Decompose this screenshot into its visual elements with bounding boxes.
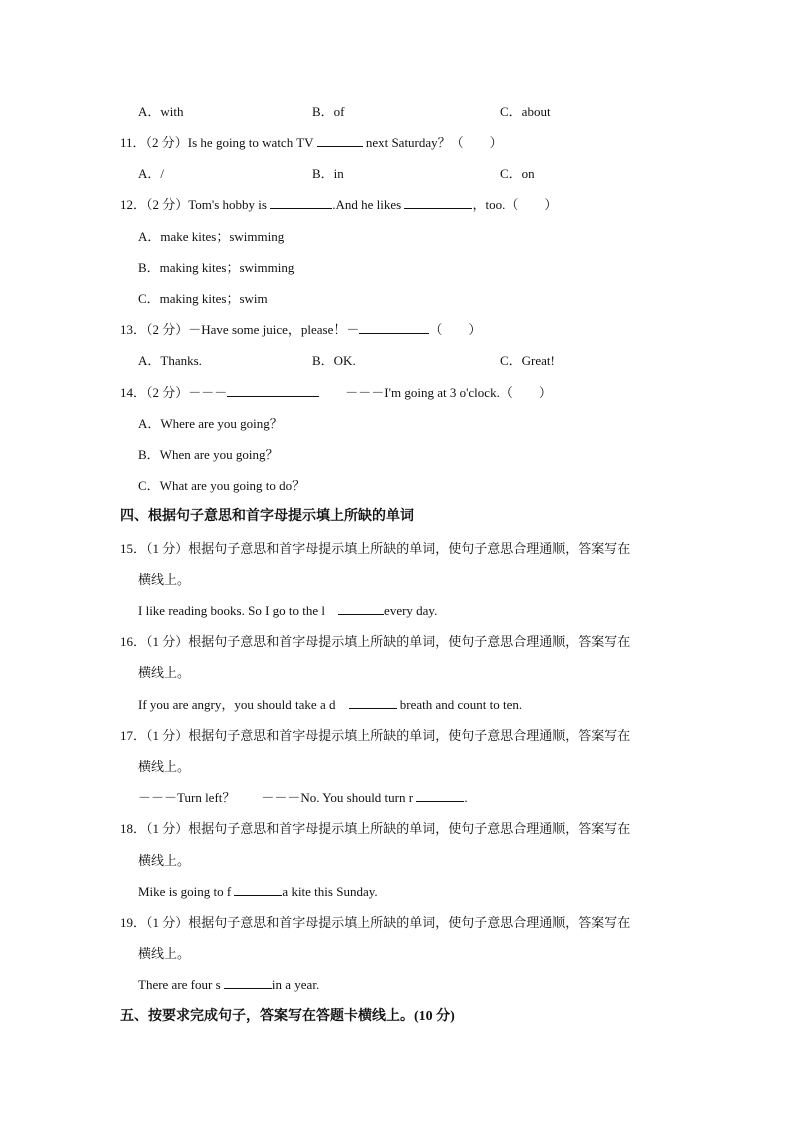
q18-number: 18．（1 分） — [120, 821, 189, 836]
q13-option-a: A．Thanks. — [138, 353, 202, 368]
q12-option-a: A．make kites；swimming — [138, 229, 285, 244]
q17-after: . — [464, 790, 468, 805]
q14-option-c: C．What are you going to do？ — [138, 478, 306, 493]
q16-number: 16．（1 分） — [120, 634, 189, 649]
q13-text-after: （ ） — [429, 322, 482, 337]
q17-before: －－－Turn left？ －－－No. You should turn r — [138, 790, 414, 805]
q14-option-a: A．Where are you going？ — [138, 416, 283, 431]
section-5-heading: 五、按要求完成句子，答案写在答题卡横线上。(10 分) — [120, 1009, 455, 1024]
q12-option-b: B．making kites；swimming — [138, 260, 295, 275]
q19-sentence — [138, 977, 319, 993]
q15-number: 15．（1 分） — [120, 541, 189, 556]
q12-text-before: Tom's hobby is — [188, 197, 267, 212]
q16-instruction-cont: 横线上。 — [138, 665, 191, 680]
q11-question — [120, 135, 503, 151]
q19-blank[interactable] — [224, 977, 272, 989]
q11-text-before: Is he going to watch TV — [187, 135, 314, 150]
q12-option-c: C．making kites；swim — [138, 291, 268, 306]
q19-after: in a year. — [271, 977, 320, 992]
q19-instruction — [120, 915, 630, 931]
q13-blank[interactable] — [359, 322, 429, 334]
q15-instruction — [120, 541, 630, 557]
q11-option-b: B．in — [312, 166, 344, 181]
q14-number: 14．（2 分） — [120, 385, 189, 400]
q17-blank[interactable] — [416, 790, 464, 802]
q16-blank[interactable] — [349, 697, 397, 709]
q15-instruction-cont: 横线上。 — [138, 572, 191, 587]
q19-instruction-cont: 横线上。 — [138, 946, 191, 961]
q12-blank-1[interactable] — [270, 197, 332, 209]
q16-after: breath and count to ten. — [399, 697, 523, 712]
q11-option-c: C．on — [500, 166, 535, 181]
q11-blank[interactable] — [317, 135, 363, 147]
section-4-heading: 四、根据句子意思和首字母提示填上所缺的单词 — [120, 509, 414, 524]
q17-sentence — [138, 790, 468, 806]
q14-text-before: －－－ — [188, 385, 228, 400]
q11-number: 11．（2 分） — [120, 135, 188, 150]
q11-option-a: A．/ — [138, 166, 165, 181]
q18-instruction — [120, 821, 630, 837]
q17-instruction — [120, 728, 630, 744]
q18-sentence — [138, 884, 378, 900]
q19-before: There are four s — [138, 977, 221, 992]
q12-text-mid: .And he likes — [332, 197, 402, 212]
q15-after: every day. — [384, 603, 438, 618]
q14-text-after: －－－I'm going at 3 o'clock.（ ） — [345, 385, 552, 400]
q10-option-b: B．of — [312, 104, 345, 119]
q14-blank[interactable] — [227, 385, 319, 397]
q18-blank[interactable] — [234, 884, 282, 896]
q17-instruction-cont: 横线上。 — [138, 759, 191, 774]
q11-text-after: next Saturday？（ ） — [365, 135, 503, 150]
q15-instruction-text: 根据句子意思和首字母提示填上所缺的单词，使句子意思合理通顺，答案写在 — [188, 541, 631, 556]
q12-blank-2[interactable] — [404, 197, 472, 209]
q14-option-b: B．When are you going？ — [138, 447, 279, 462]
q18-instruction-text: 根据句子意思和首字母提示填上所缺的单词，使句子意思合理通顺，答案写在 — [188, 821, 631, 836]
q10-option-a: A．with — [138, 104, 184, 119]
q16-instruction — [120, 634, 630, 650]
q16-sentence — [138, 697, 522, 713]
q17-number: 17．（1 分） — [120, 728, 189, 743]
q19-instruction-text: 根据句子意思和首字母提示填上所缺的单词，使句子意思合理通顺，答案写在 — [188, 915, 631, 930]
q15-sentence — [138, 603, 437, 619]
q12-text-after: ，too.（ ） — [472, 197, 558, 212]
q13-text-before: －Have some juice，please！－ — [188, 322, 360, 337]
q13-option-b: B．OK. — [312, 353, 356, 368]
q19-number: 19．（1 分） — [120, 915, 189, 930]
q13-number: 13．（2 分） — [120, 322, 189, 337]
q12-question — [120, 197, 557, 213]
q10-option-c: C．about — [500, 104, 551, 119]
q18-before: Mike is going to f — [138, 884, 232, 899]
q12-number: 12．（2 分） — [120, 197, 189, 212]
q16-before: If you are angry，you should take a d — [138, 697, 336, 712]
q15-blank[interactable] — [338, 603, 384, 615]
q13-option-c: C．Great! — [500, 353, 555, 368]
q17-instruction-text: 根据句子意思和首字母提示填上所缺的单词，使句子意思合理通顺，答案写在 — [188, 728, 631, 743]
q16-instruction-text: 根据句子意思和首字母提示填上所缺的单词，使句子意思合理通顺，答案写在 — [188, 634, 631, 649]
q13-question — [120, 322, 481, 338]
q14-question — [120, 385, 552, 401]
q18-after: a kite this Sunday. — [282, 884, 378, 899]
q18-instruction-cont: 横线上。 — [138, 853, 191, 868]
q15-before: I like reading books. So I go to the l — [138, 603, 326, 618]
